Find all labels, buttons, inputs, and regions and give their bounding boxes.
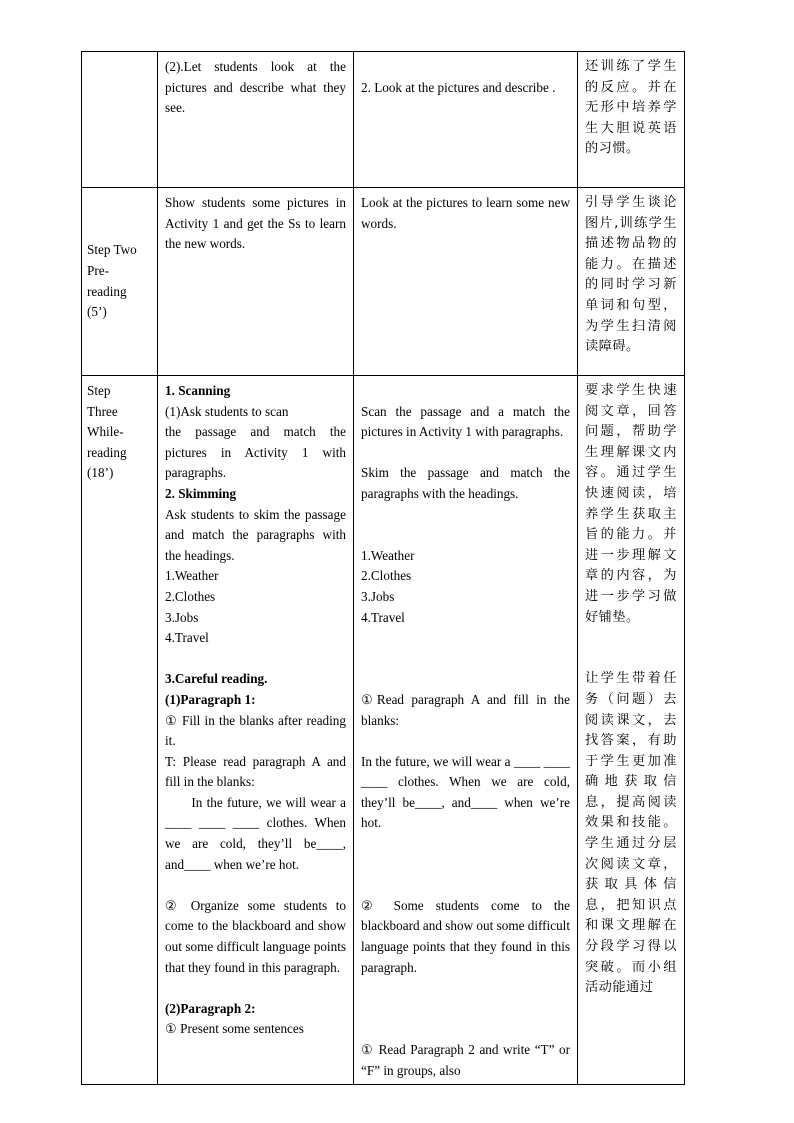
paragraph-text: 1.Weather	[361, 547, 415, 563]
paragraph-text: ①Read paragraph A and fill in the blanks:	[361, 691, 570, 728]
spacer	[165, 649, 346, 670]
table-row	[82, 52, 685, 188]
step-label-line: reading	[87, 444, 127, 460]
section-heading: (1)Paragraph 1:	[165, 691, 256, 707]
paragraph-text: 让学生带着任务（问题）去阅读课文，去找答案，有助于学生更加准确地获取信息，提高阅读效果和技能。学生通过分层次阅读文章，获取具体信息，把知识点和课文理解在分段学习得以突破。而小组活动能通过	[585, 671, 677, 996]
student-activity-cell	[354, 52, 578, 188]
spacer	[361, 57, 570, 78]
spacer	[165, 875, 346, 896]
spacer	[585, 649, 677, 670]
step-label-line: Step Two	[87, 242, 137, 258]
spacer	[361, 669, 570, 690]
step-cell	[82, 188, 158, 376]
spacer	[361, 505, 570, 526]
paragraph-text: 4.Travel	[361, 609, 405, 625]
purpose-cell: 引导学生谈论图片,训练学生描述物品物的能力。在描述的同时学习新单词和句型，为学生扫清阅读障碍。	[578, 188, 685, 376]
section-heading: 2. Skimming	[165, 485, 237, 501]
step-label-line: (5’)	[87, 304, 107, 320]
paragraph-text: 2. Look at the pictures and describe .	[361, 79, 556, 95]
paragraph-text: 3.Jobs	[165, 609, 199, 625]
step-label-line: (18’)	[87, 465, 114, 481]
paragraph-text: (1)Ask students to scan	[165, 403, 289, 419]
paragraph-text: Look at the pictures to learn some new words.	[361, 195, 570, 231]
paragraph-text: In the future, we will wear a ____ ____ ____ clothes. When we are cold, they’ll be____, and____ when we’re hot.	[361, 753, 570, 831]
spacer	[361, 525, 570, 546]
student-activity-cell	[354, 188, 578, 376]
paragraph-text: ① Fill in the blanks after reading it.	[165, 712, 346, 749]
spacer	[165, 978, 346, 999]
paragraph-text: 要求学生快速阅文章，回答问题，帮助学生理解课文内容。通过学生快速阅读，培养学生获取主旨的能力。并进一步理解文章的内容，为进一步学习做好铺垫。	[585, 383, 677, 625]
spacer	[361, 875, 570, 896]
teacher-activity-cell	[158, 376, 354, 1085]
step-label-line: Three	[87, 403, 118, 419]
purpose-cell	[578, 376, 685, 1085]
paragraph-text: T: Please read paragraph A and fill in the blanks:	[165, 753, 346, 790]
paragraph-text: ② Some students come to the blackboard and show out some difficult language points that they found in this paragraph.	[361, 897, 570, 975]
spacer	[361, 999, 570, 1020]
step-label-line: reading	[87, 283, 127, 299]
step-cell	[82, 376, 158, 1085]
step-cell	[82, 52, 158, 188]
step-label-line: Step	[87, 383, 111, 398]
spacer	[585, 628, 677, 649]
teacher-activity-cell	[158, 188, 354, 376]
paragraph-text: ① Present some sentences	[165, 1021, 304, 1037]
paragraph-text: the passage and match the pictures in Activity 1 with paragraphs.	[165, 424, 346, 481]
paragraph-text: Ask students to skim the passage and match the paragraphs with the headings.	[165, 506, 346, 563]
section-heading: (2)Paragraph 2:	[165, 1000, 256, 1016]
table-row	[82, 376, 685, 1085]
spacer	[361, 649, 570, 670]
spacer	[361, 628, 570, 649]
spacer	[361, 978, 570, 999]
paragraph-text: ② Organize some students to come to the blackboard and show out some difficult language points that they found in this paragraph.	[165, 897, 346, 975]
paragraph-text: 1.Weather	[165, 568, 219, 584]
spacer	[361, 855, 570, 876]
spacer	[361, 731, 570, 752]
paragraph-text: 3.Jobs	[361, 588, 395, 604]
paragraph-text: 2.Clothes	[165, 588, 216, 604]
section-heading: 3.Careful reading.	[165, 671, 268, 687]
step-label-line: While-	[87, 424, 124, 440]
paragraph-text: Show students some pictures in Activity 1 and get the Ss to learn the new words.	[165, 195, 346, 252]
spacer	[361, 381, 570, 402]
paragraph-text: In the future, we will wear a ____ ____ ____ clothes. When we are cold, they’ll be____, and____ when we’re hot.	[165, 794, 346, 872]
section-heading: 1. Scanning	[165, 383, 231, 398]
table-row	[82, 188, 685, 376]
paragraph-text: 2.Clothes	[361, 568, 412, 584]
student-activity-cell	[354, 376, 578, 1085]
paragraph-text: Skim the passage and match the paragraphs with the headings.	[361, 465, 570, 501]
spacer	[361, 1019, 570, 1040]
spacer	[361, 443, 570, 464]
step-label-line: Pre-	[87, 262, 109, 278]
paragraph-text: Scan the passage and a match the pictures in Activity 1 with paragraphs.	[361, 403, 570, 440]
paragraph-text: 4.Travel	[165, 630, 209, 646]
teacher-activity-cell	[158, 52, 354, 188]
lesson-plan-table	[81, 51, 685, 1085]
spacer	[361, 834, 570, 855]
purpose-cell: 还训练了学生的反应。并在无形中培养学生大胆说英语的习惯。	[578, 52, 685, 188]
paragraph-text: ① Read Paragraph 2 and write “T” or “F” in groups, also	[361, 1042, 570, 1078]
paragraph-text: (2).Let students look at the pictures and describe what they see.	[165, 59, 346, 116]
